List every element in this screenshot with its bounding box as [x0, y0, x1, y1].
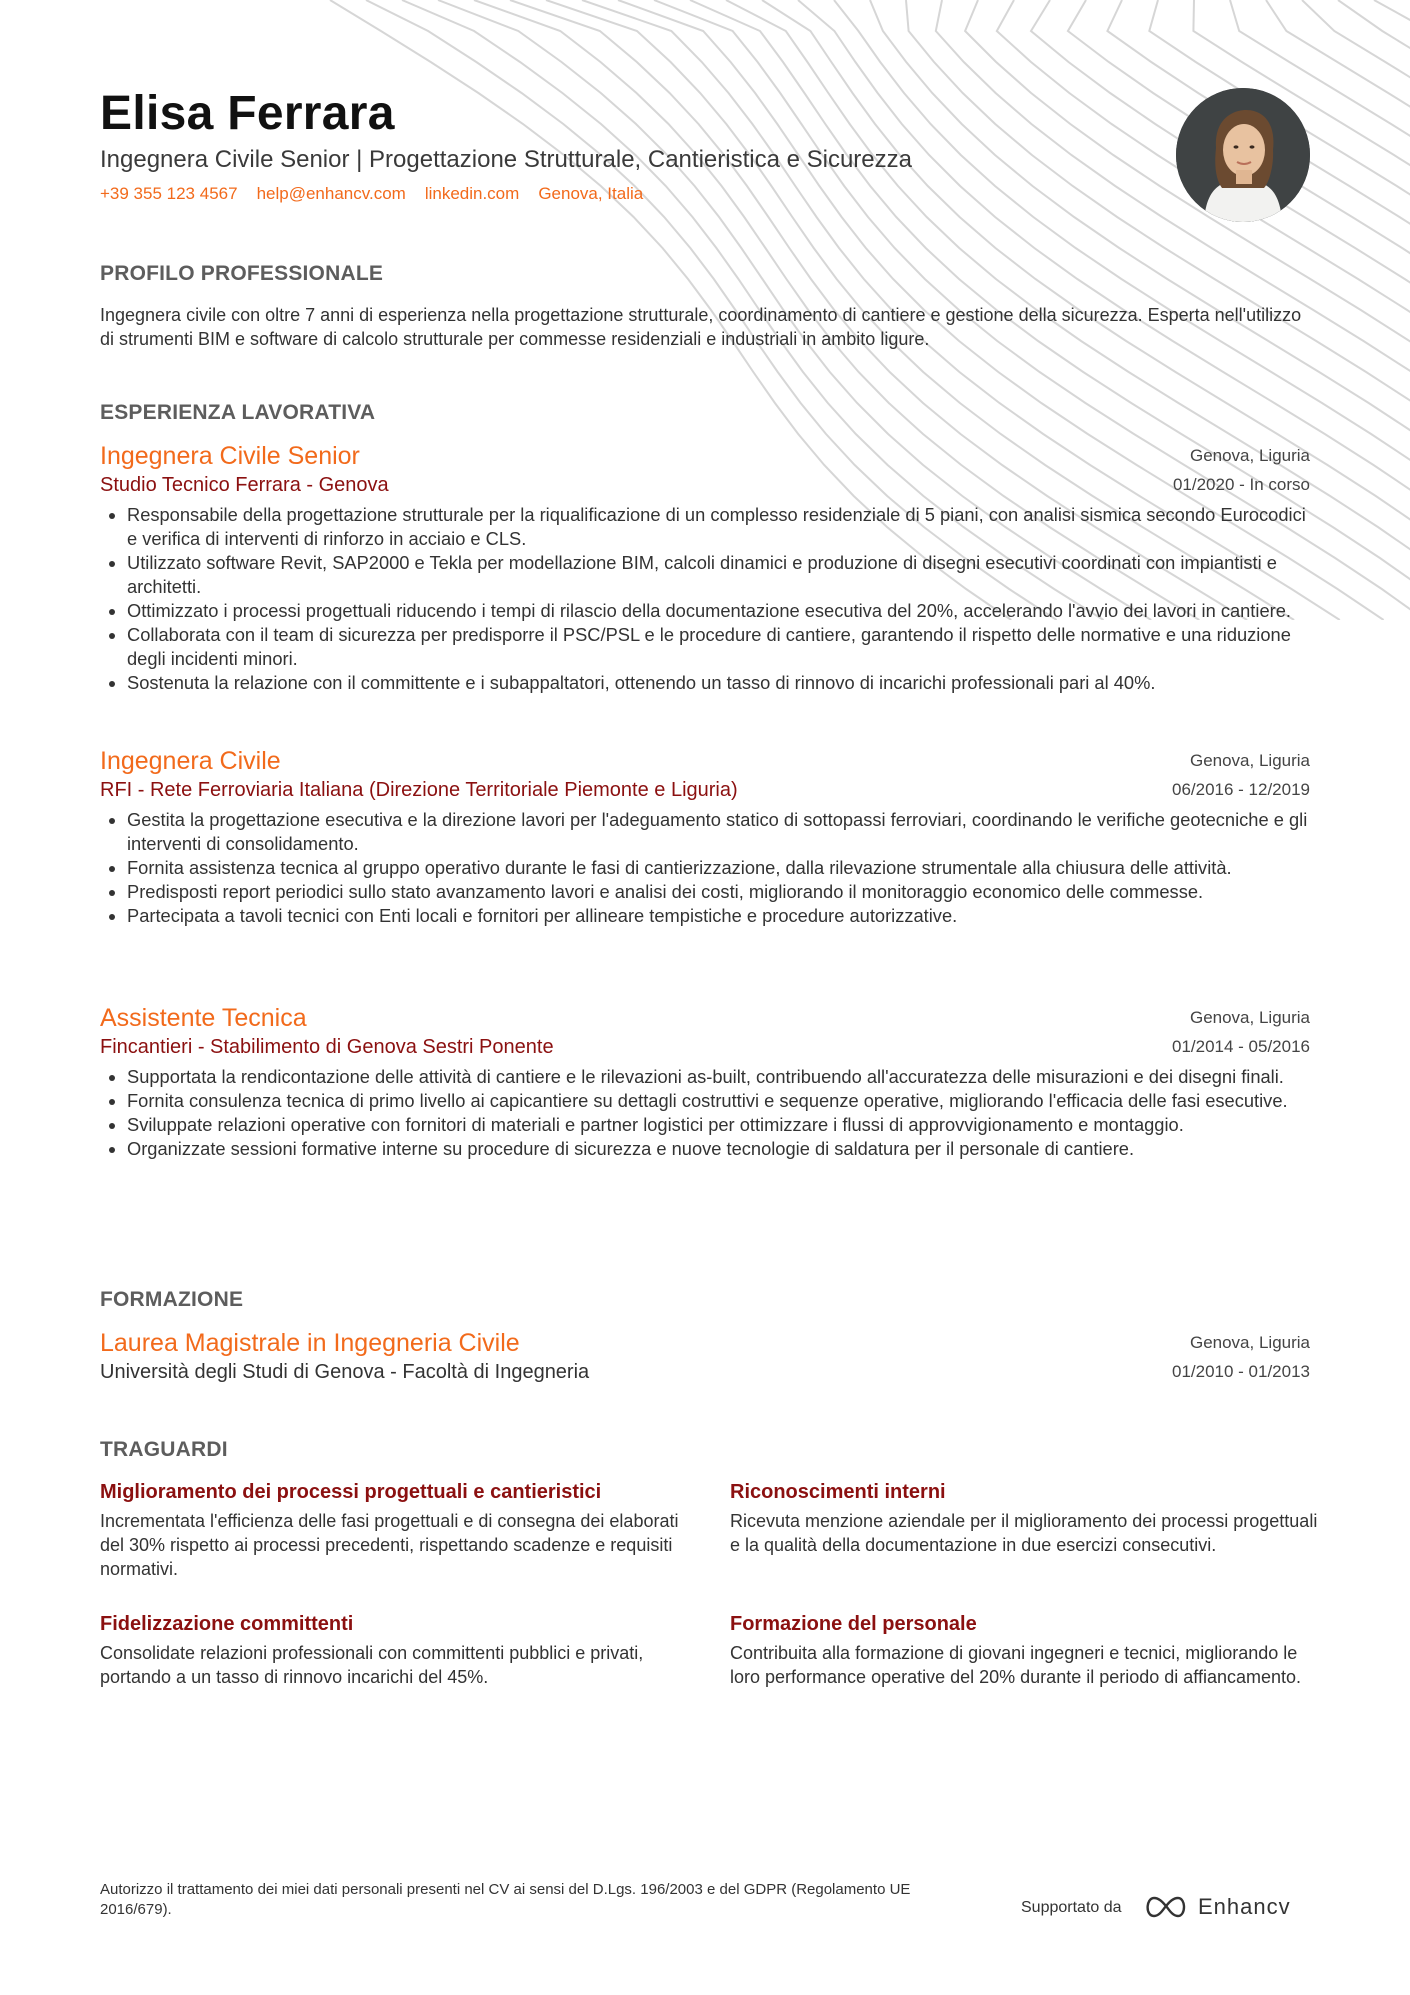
brand-name: Enhancv	[1198, 1894, 1291, 1919]
section-title-education: FORMAZIONE	[100, 1288, 244, 1311]
achievement-description: Contribuita alla formazione di giovani ingegneri e tecnici, migliorando le loro performance operative del 20% durante il periodo di affiancamento.	[730, 1643, 1302, 1687]
section-title-profile: PROFILO PROFESSIONALE	[100, 262, 384, 285]
job-dates: 01/2020 - In corso	[1172, 475, 1310, 494]
bullet-item: • Organizzate sessioni formative interne su procedure di sicurezza e nuove tecnologie di saldatura per il personale di cantiere.	[127, 1137, 1310, 1161]
achievement-title: Fidelizzazione committenti	[100, 1613, 354, 1635]
job-company: Fincantieri - Stabilimento di Genova Sestri Ponente	[100, 1036, 554, 1058]
privacy-consent: Autorizzo il trattamento dei miei dati personali presenti nel CV ai sensi del D.Lgs. 196/2003 e del GDPR (Regolamento UE 2016/679).	[100, 1881, 911, 1918]
job-location: Genova, Liguria	[1189, 751, 1310, 770]
bullet-item: • Responsabile della progettazione strutturale per la riqualificazione di un complesso residenziale di 5 piani, con analisi sismica secondo Eurocodici e verifica di interventi di rinforzo in acciaio e CLS.	[127, 503, 1310, 551]
degree-title: Laurea Magistrale in Ingegneria Civile	[100, 1329, 520, 1357]
job-location: Genova, Liguria	[1189, 446, 1310, 465]
job-title: Ingegnera Civile Senior	[100, 442, 360, 470]
email-link[interactable]: help@enhancv.com	[256, 184, 406, 203]
achievement-title: Riconoscimenti interni	[730, 1481, 946, 1503]
achievement-description: Incrementata l'efficienza delle fasi progettuali e di consegna dei elaborati del 30% rispetto ai processi precedenti, rispettando scadenze e requisiti normativi.	[100, 1511, 679, 1579]
candidate-headline: Ingegnera Civile Senior | Progettazione Strutturale, Cantieristica e Sicurezza	[100, 146, 912, 173]
experience-item	[100, 1003, 1310, 1161]
wave-line	[1302, 0, 1410, 620]
enhancv-logo-icon	[1142, 1894, 1190, 1920]
location-text: Genova, Italia	[538, 184, 644, 203]
education-dates: 01/2010 - 01/2013	[1171, 1362, 1310, 1381]
job-dates: 01/2014 - 05/2016	[1171, 1037, 1310, 1056]
bullet-item: • Utilizzato software Revit, SAP2000 e Tekla per modellazione BIM, calcoli dinamici e produzione di disegni esecutivi coordinati con impiantisti e architetti.	[127, 551, 1310, 599]
candidate-name: Elisa Ferrara	[100, 87, 395, 140]
job-bullets	[100, 1065, 1310, 1161]
achievement-item	[730, 1610, 1320, 1689]
achievement-item	[100, 1478, 690, 1581]
job-title: Ingegnera Civile	[100, 747, 281, 775]
job-company: Studio Tecnico Ferrara - Genova	[100, 474, 389, 496]
job-dates: 06/2016 - 12/2019	[1171, 780, 1310, 799]
bullet-item: • Ottimizzato i processi progettuali riducendo i tempi di rilascio della documentazione esecutiva del 20%, accelerando l'avvio dei lavori in cantiere.	[127, 599, 1310, 623]
job-title: Assistente Tecnica	[100, 1004, 307, 1032]
experience-item	[100, 441, 1310, 695]
experience-item	[100, 746, 1310, 928]
education-item	[100, 1328, 1310, 1386]
section-title-experience: ESPERIENZA LAVORATIVA	[100, 401, 376, 424]
bullet-item: • Partecipata a tavoli tecnici con Enti locali e fornitori per allineare tempistiche e procedure autorizzative.	[127, 904, 1310, 928]
achievement-description: Ricevuta menzione aziendale per il miglioramento dei processi progettuali e la qualità della documentazione in due esercizi consecutivi.	[730, 1511, 1318, 1555]
section-title-achievements: TRAGUARDI	[100, 1438, 228, 1461]
education-location: Genova, Liguria	[1189, 1333, 1310, 1352]
bullet-item: • Supportata la rendicontazione delle attività di cantiere e le rilevazioni as-built, contribuendo all'accuratezza delle misurazioni e dei disegni finali.	[127, 1065, 1310, 1089]
achievement-item	[730, 1478, 1320, 1557]
portrait-photo-icon	[1176, 88, 1310, 222]
bullet-item: • Sostenuta la relazione con il committente e i subappaltatori, ottenendo un tasso di rinnovo di incarichi professionali pari al 40%.	[127, 671, 1310, 695]
wave-line	[1374, 0, 1410, 620]
achievement-item	[100, 1610, 690, 1689]
linkedin-link[interactable]: linkedin.com	[424, 184, 520, 203]
avatar	[1176, 88, 1310, 222]
job-bullets	[100, 503, 1310, 695]
job-bullets	[100, 808, 1310, 928]
school-name: Università degli Studi di Genova - Facoltà di Ingegneria	[100, 1361, 590, 1383]
powered-by-label: Supportato da	[1021, 1899, 1122, 1916]
wave-line	[1338, 0, 1410, 620]
job-location: Genova, Liguria	[1189, 1008, 1310, 1027]
enhancv-logo[interactable]	[1142, 1894, 1291, 1920]
phone-link[interactable]: +39 355 123 4567	[100, 184, 238, 203]
bullet-item: • Predisposti report periodici sullo stato avanzamento lavori e analisi dei costi, migliorando il monitoraggio economico delle commesse.	[127, 880, 1310, 904]
job-company: RFI - Rete Ferroviaria Italiana (Direzione Territoriale Piemonte e Liguria)	[100, 779, 738, 801]
bullet-item: • Fornita consulenza tecnica di primo livello ai capicantiere su dettagli costruttivi e sequenze operative, migliorando l'efficacia delle fasi esecutive.	[127, 1089, 1310, 1113]
achievement-description: Consolidate relazioni professionali con committenti pubblici e privati, portando a un tasso di rinnovo incarichi del 45%.	[100, 1643, 644, 1687]
bullet-item: • Sviluppate relazioni operative con fornitori di materiali e partner logistici per ottimizzare i flussi di approvvigionamento e montaggio.	[127, 1113, 1310, 1137]
achievement-title: Miglioramento dei processi progettuali e cantieristici	[100, 1481, 602, 1503]
bullet-item: • Fornita assistenza tecnica al gruppo operativo durante le fasi di cantierizzazione, dalla rilevazione strumentale alla chiusura delle attività.	[127, 856, 1310, 880]
contact-bar	[100, 184, 643, 204]
achievement-title: Formazione del personale	[730, 1613, 977, 1635]
bullet-item: • Gestita la progettazione esecutiva e la direzione lavori per l'adeguamento statico di sottopassi ferroviari, coordinando le verifiche geotecniche e gli interventi di consolidamento.	[127, 808, 1310, 856]
bullet-item: • Collaborata con il team di sicurezza per predisporre il PSC/PSL e le procedure di cantiere, garantendo il rispetto delle normative e una riduzione degli incidenti minori.	[127, 623, 1310, 671]
profile-summary: Ingegnera civile con oltre 7 anni di esperienza nella progettazione strutturale, coordinamento di cantiere e gestione della sicurezza. Esperta nell'utilizzo di strumenti BIM e software di calcolo strutturale per commesse residenziali e industriali in ambito ligure.	[100, 305, 1302, 349]
